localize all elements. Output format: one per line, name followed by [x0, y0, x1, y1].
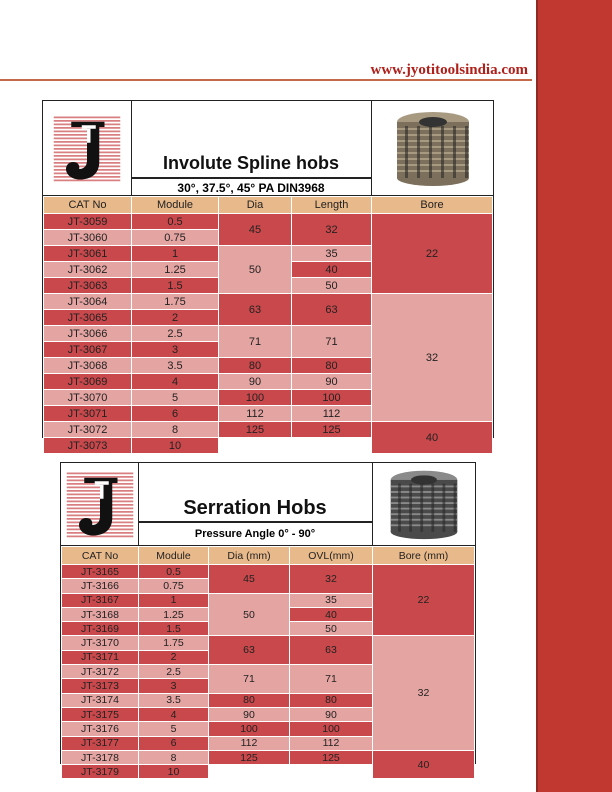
- cat-no-cell: JT-3178: [62, 750, 139, 764]
- cat-no-cell: JT-3173: [62, 679, 139, 693]
- length-cell: 63: [290, 636, 373, 665]
- cat-no-cell: JT-3177: [62, 736, 139, 750]
- cat-no-cell: JT-3172: [62, 665, 139, 679]
- module-cell: 10: [139, 765, 209, 779]
- length-cell: 35: [292, 246, 372, 262]
- serration-hob-image: [372, 463, 475, 545]
- length-cell: 50: [292, 278, 372, 294]
- module-cell: 5: [132, 390, 219, 406]
- column-header: Dia: [219, 197, 292, 214]
- module-cell: 0.5: [132, 214, 219, 230]
- module-cell: 5: [139, 722, 209, 736]
- jt-logo: [61, 463, 139, 545]
- cat-no-cell: JT-3073: [44, 438, 132, 454]
- length-cell: 40: [290, 607, 373, 621]
- dia-cell: 50: [219, 246, 292, 294]
- length-cell: 80: [290, 693, 373, 707]
- module-cell: 6: [139, 736, 209, 750]
- header-row: [62, 547, 475, 565]
- module-cell: 10: [132, 438, 219, 454]
- cat-no-cell: JT-3166: [62, 579, 139, 593]
- table-row: [44, 294, 493, 310]
- module-cell: 4: [139, 707, 209, 721]
- table-row: [62, 636, 475, 650]
- spec-table: [43, 196, 493, 454]
- length-cell: 80: [292, 358, 372, 374]
- column-header: OVL(mm): [290, 547, 373, 565]
- module-cell: 8: [132, 422, 219, 438]
- cat-no-cell: JT-3175: [62, 707, 139, 721]
- table-row: [62, 565, 475, 579]
- table-row: [62, 750, 475, 764]
- cat-no-cell: JT-3169: [62, 622, 139, 636]
- length-cell: 63: [292, 294, 372, 326]
- cat-no-cell: JT-3059: [44, 214, 132, 230]
- table-title: Involute Spline hobs: [162, 153, 339, 173]
- table-subtitle: 30°, 37.5°, 45° PA DIN3968: [131, 177, 371, 197]
- bore-cell: 40: [372, 422, 493, 454]
- dia-cell: 100: [209, 722, 290, 736]
- column-header: Bore (mm): [373, 547, 475, 565]
- dia-cell: 71: [219, 326, 292, 358]
- module-cell: 2.5: [139, 665, 209, 679]
- cat-no-cell: JT-3168: [62, 607, 139, 621]
- table-subtitle: Pressure Angle 0° - 90°: [138, 521, 372, 545]
- cat-no-cell: JT-3070: [44, 390, 132, 406]
- site-url[interactable]: www.jyotitoolsindia.com: [370, 62, 528, 78]
- dia-cell: 125: [219, 422, 292, 438]
- dia-cell: 45: [219, 214, 292, 246]
- dia-cell: 80: [219, 358, 292, 374]
- length-cell: 71: [292, 326, 372, 358]
- column-header: Length: [292, 197, 372, 214]
- column-header: CAT No: [62, 547, 139, 565]
- dia-cell: 45: [209, 565, 290, 594]
- dia-cell: 50: [209, 593, 290, 636]
- dia-cell: 63: [219, 294, 292, 326]
- column-header: Dia (mm): [209, 547, 290, 565]
- cat-no-cell: JT-3174: [62, 693, 139, 707]
- dia-cell: 100: [219, 390, 292, 406]
- cat-no-cell: JT-3068: [44, 358, 132, 374]
- module-cell: 0.5: [139, 565, 209, 579]
- module-cell: 1.5: [132, 278, 219, 294]
- length-cell: 90: [290, 707, 373, 721]
- jt-logo: [43, 101, 132, 195]
- module-cell: 8: [139, 750, 209, 764]
- bore-cell: 22: [372, 214, 493, 294]
- serration-hobs-table: [60, 462, 476, 778]
- involute-spline-hob-image: [371, 101, 493, 195]
- cat-no-cell: JT-3067: [44, 342, 132, 358]
- table-row: [44, 214, 493, 230]
- cat-no-cell: JT-3060: [44, 230, 132, 246]
- dia-cell: 112: [219, 406, 292, 422]
- dia-cell: 125: [209, 750, 290, 764]
- cat-no-cell: JT-3061: [44, 246, 132, 262]
- length-cell: 100: [292, 390, 372, 406]
- length-cell: 32: [292, 214, 372, 246]
- length-cell: 50: [290, 622, 373, 636]
- bore-cell: 22: [373, 565, 475, 636]
- header-row: [44, 197, 493, 214]
- dia-cell: 112: [209, 736, 290, 750]
- bore-cell: 32: [373, 636, 475, 750]
- module-cell: 4: [132, 374, 219, 390]
- module-cell: 3.5: [132, 358, 219, 374]
- column-header: CAT No: [44, 197, 132, 214]
- module-cell: 1.25: [139, 607, 209, 621]
- module-cell: 0.75: [139, 579, 209, 593]
- bore-cell: 32: [372, 294, 493, 422]
- cat-no-cell: JT-3072: [44, 422, 132, 438]
- length-cell: 35: [290, 593, 373, 607]
- length-cell: 125: [292, 422, 372, 438]
- module-cell: 1.5: [139, 622, 209, 636]
- module-cell: 2.5: [132, 326, 219, 342]
- dia-cell: 80: [209, 693, 290, 707]
- cat-no-cell: JT-3071: [44, 406, 132, 422]
- length-cell: 90: [292, 374, 372, 390]
- module-cell: 3.5: [139, 693, 209, 707]
- module-cell: 1: [139, 593, 209, 607]
- cat-no-cell: JT-3171: [62, 650, 139, 664]
- cat-no-cell: JT-3170: [62, 636, 139, 650]
- bore-cell: 40: [373, 750, 475, 779]
- dia-cell: 71: [209, 665, 290, 694]
- module-cell: 1: [132, 246, 219, 262]
- cat-no-cell: JT-3062: [44, 262, 132, 278]
- table-title: Serration Hobs: [183, 497, 327, 519]
- module-cell: 3: [132, 342, 219, 358]
- dia-cell: 63: [209, 636, 290, 665]
- length-cell: 71: [290, 665, 373, 694]
- module-cell: 0.75: [132, 230, 219, 246]
- involute-spline-hobs-table: [42, 100, 494, 452]
- column-header: Module: [132, 197, 219, 214]
- cat-no-cell: JT-3179: [62, 765, 139, 779]
- module-cell: 1.75: [132, 294, 219, 310]
- dia-cell: 90: [209, 707, 290, 721]
- length-cell: 40: [292, 262, 372, 278]
- module-cell: 2: [132, 310, 219, 326]
- length-cell: 32: [290, 565, 373, 594]
- cat-no-cell: JT-3066: [44, 326, 132, 342]
- cat-no-cell: JT-3065: [44, 310, 132, 326]
- length-cell: 112: [290, 736, 373, 750]
- cat-no-cell: JT-3176: [62, 722, 139, 736]
- dia-cell: 90: [219, 374, 292, 390]
- module-cell: 1.25: [132, 262, 219, 278]
- module-cell: 2: [139, 650, 209, 664]
- column-header: Module: [139, 547, 209, 565]
- length-cell: 112: [292, 406, 372, 422]
- table-row: [44, 422, 493, 438]
- length-cell: 125: [290, 750, 373, 764]
- cat-no-cell: JT-3064: [44, 294, 132, 310]
- length-cell: 100: [290, 722, 373, 736]
- cat-no-cell: JT-3165: [62, 565, 139, 579]
- column-header: Bore: [372, 197, 493, 214]
- cat-no-cell: JT-3069: [44, 374, 132, 390]
- header-rule: [0, 79, 532, 81]
- module-cell: 6: [132, 406, 219, 422]
- cat-no-cell: JT-3167: [62, 593, 139, 607]
- right-color-band: [536, 0, 612, 792]
- module-cell: 1.75: [139, 636, 209, 650]
- module-cell: 3: [139, 679, 209, 693]
- cat-no-cell: JT-3063: [44, 278, 132, 294]
- spec-table: [61, 546, 475, 779]
